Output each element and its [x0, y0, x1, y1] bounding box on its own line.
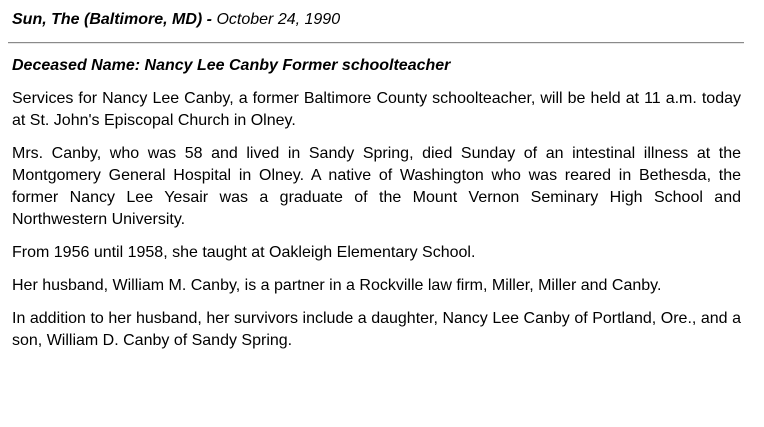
header-separator: -	[202, 11, 217, 28]
article-paragraph-services: Services for Nancy Lee Canby, a former Baltimore County schoolteacher, will be held at 11 a.m. today at St. John's Episcopal Church in Olney.	[12, 90, 741, 129]
obituary-article	[12, 56, 741, 363]
article-paragraph-biography: Mrs. Canby, who was 58 and lived in Sandy Spring, died Sunday of an intestinal illness at the Montgomery General Hospital in Olney. A native of Washington who was reared in Bethesda, the former Nancy Lee Yesair was a graduate of the Mount Vernon Seminary High School and Northwestern University.	[12, 145, 741, 228]
publication-date: October 24, 1990	[216, 11, 341, 28]
article-paragraph-career: From 1956 until 1958, she taught at Oakleigh Elementary School.	[12, 244, 476, 261]
header-divider	[8, 42, 744, 44]
publication-source: Sun, The (Baltimore, MD)	[12, 11, 203, 28]
deceased-name-heading: Deceased Name: Nancy Lee Canby Former schoolteacher	[12, 57, 451, 74]
publication-header	[12, 10, 340, 30]
article-paragraph-survivors: In addition to her husband, her survivors include a daughter, Nancy Lee Canby of Portland, Ore., and a son, William D. Canby of Sandy Spring.	[12, 310, 741, 349]
article-paragraph-husband: Her husband, William M. Canby, is a partner in a Rockville law firm, Miller, Miller and Canby.	[12, 277, 662, 294]
